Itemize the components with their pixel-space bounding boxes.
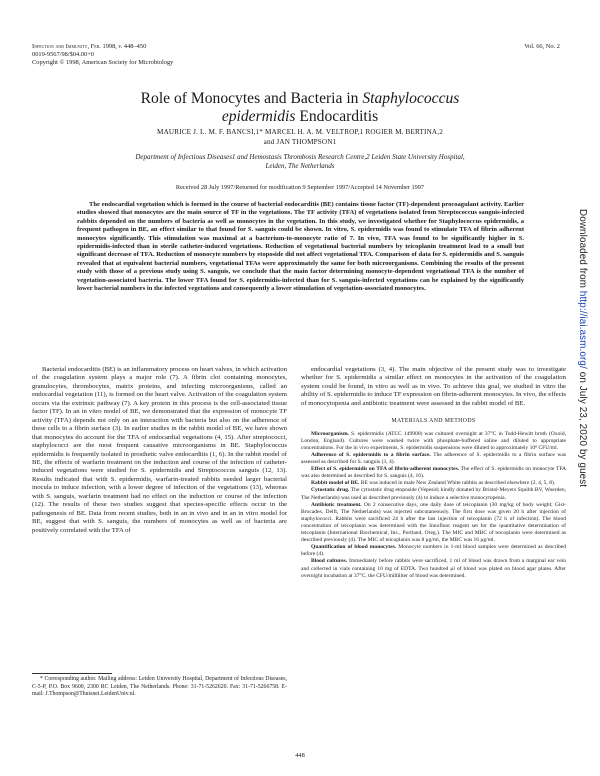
intro-paragraph-left: Bacterial endocarditis (BE) is an inflammatory process on heart valves, in which activation of the coagulation system plays a major role (7). A fibrin clot containing monocytes, granulocytes, thrombocytes, matrix proteins, and infecting microorganisms, called an endocardial vegetation (11), is formed on the heart valve. Activation of the coagulation system occurs via the extrinsic pathway (7). A key protein in this process is the cell-associated tissue factor (TF). In an in vitro model of BE, we demonstrated that the expression of monocyte TF activity (TFA) depends not only on an interaction with bacteria but also on the adherence of these cells to a fibrin surface (3). In earlier studies in the rabbit model of BE, we have shown that monocytes do account for the TFA of endocardial vegetations (4, 15). After streptococci, staphylococci are the most frequent causative microorganisms in BE. Staphylococcus epidermidis is frequently isolated in prosthetic valve endocarditis (1, 6). In the rabbit model of BE, the effects of warfarin treatment on the induction and course of the infection of catheter-induced vegetations were studied for S. epidermidis and Streptococcus sanguis (12, 13). Results indicated that with S. epidermidis, warfarin-treated rabbits needed larger bacterial inocula to induce infection, with a lower degree of infection of the vegetations (13), whereas with S. sanguis, warfarin treatment had no effect on the induction or course of the infection (12). The results of these two studies suggest that species-specific effects occur in the pathogenesis of BE. Data from recent studies, both in an in vivo and in an in vitro model for BE, suggest that with S. sanguis, the numbers of monocytes as well as of bacteria are positively correlated with the TFA of	[32, 366, 287, 534]
methods-paragraph	[301, 466, 566, 480]
copyright-line: Copyright © 1998, American Society for Microbiology	[32, 59, 174, 67]
methods-subheading: Cytostatic drug.	[311, 487, 350, 494]
methods-heading: MATERIALS AND METHODS	[391, 418, 476, 425]
issn-line: 0019-9567/98/$04.00+0	[32, 51, 95, 59]
journal-link[interactable]: http://iai.asm.org/	[577, 290, 588, 369]
authors-line1: MAURICE J. L. M. F. BANCSI,1* MARCEL H. A. M. VELTROP,1 ROGIER M. BERTINA,2	[157, 128, 443, 136]
abstract-text: The endocardial vegetation which is formed in the course of bacterial endocarditis (BE) contains tissue factor (TF)-dependent procoagulant activity. Earlier studies showed that monocytes are the main source of TF in the vegetations. The TF activity (TFA) of vegetations isolated from Streptococcus sanguis-infected rabbits depended on the numbers of bacteria as well as monocytes in the vegetation. In this study, we investigated whether for Staphylococcus epidermidis, a frequent pathogen in BE, an effect similar to that found for S. sanguis could be shown. In vitro, S. epidermidis was found to stimulate TFA of fibrin adherent monocytes significantly. This stimulation was maximal at a bacterium-to-monocyte ratio of 7. In vivo, TFA was found to be significantly higher in S. epidermidis-infected than in sterile catheter-induced vegetations. Reduction of vegetational bacterial numbers by teicoplanin treatment lead to a small but significant decrease of TFA. Reduction of monocyte numbers by etoposide did not affect vegetational TFA. Comparison of data for S. epidermidis and S. sanguis revealed that at equivalent bacterial numbers, vegetational TFAs were approximately the same for both microorganisms. Combining the results of the present study with those of a previous study using S. sanguis, we conclude that the main factor determining monocyte-dependent vegetational TFA is the number of vegetation-associated bacteria. The lower TFA found for S. epidermidis-infected than for S. sanguis-infected vegetations can be explained by the significantly lower bacterial numbers in the infected vegetations and consequently a lower stimulation of vegetation-associated monocytes.	[77, 201, 524, 293]
methods-paragraph	[301, 544, 566, 558]
affiliation-line2: Leiden, The Netherlands	[265, 162, 335, 171]
methods-subheading: Blood cultures.	[311, 558, 348, 565]
methods-text: The adherence of S. epidermidis to a fibrin surface was assessed as described for S. sanguis (3, 4).	[301, 452, 566, 466]
volume-line: Vol. 66, No. 2	[524, 43, 560, 50]
methods-text: BE was induced in male New Zealand White rabbits as described elsewhere (2, 4, 5, 8).	[359, 480, 556, 487]
footnote	[32, 676, 287, 699]
methods-text: On 2 consecutive days, one daily dose of teicoplanin (30 mg/kg of body weight; Gist-Brocades, Delft, The Netherlands) was injected subcutaneously. The first dose was given 20 h after injection of staphylococci. Rabbits were sacrificed 24 h after the last injection of teicoplanin (72 h of infection). The blood concentration of teicoplanin was determined with the Innofluor reagent set for the quantitative determination of teicoplanin (International Biochemical, Inc., Portland, Oreg.). The MIC and MBC of teicoplanin were determined as described previously (4). The MIC of teicoplanin was 8 μg/ml, the MBC was 16 μg/ml.	[301, 501, 566, 544]
methods-subheading: Adherence of S. epidermidis to a fibrin surface.	[311, 452, 431, 458]
methods-text: Immediately before rabbits were sacrificed, 1 ml of blood was drawn from a marginal ear vein and collected in vials containing 10 mg of EDTA. Two hundred μl of blood was plated on blood agar plates. After overnight incubation at 37°C, the CFU/milliliter of blood was determined.	[301, 558, 566, 579]
title-line1-plain: Role of Monocytes and Bacteria in	[140, 90, 363, 107]
methods-subheading: Quantification of blood monocytes.	[311, 544, 397, 551]
abstract	[77, 201, 524, 293]
download-watermark	[577, 209, 588, 487]
corresponding-author-note: * Corresponding author. Mailing address: Leiden University Hospital, Department of Infectious Diseases, C-5-P, P.O. Box 9600, 2300 RC Leiden, The Netherlands. Phone: 31-71-5262620. Fax: 31-71-5266758. E-mail: J.Thompson@Thuisnet.LeidenUniv.nl.	[32, 676, 287, 698]
authors-line2: and JAN THOMPSON1	[263, 137, 337, 146]
methods-paragraph	[301, 558, 566, 579]
methods-subheading: Effect of S. epidermidis on TFA of fibrin-adherent monocytes.	[311, 466, 460, 473]
left-column	[32, 366, 287, 535]
journal-line: Infection and Immunity, Feb. 1998, p. 448–450	[32, 43, 147, 50]
journal-header	[32, 43, 332, 68]
methods-text: The cytostatic drug etoposide (Vepesid; kindly donated by Bristol-Meyers Squibb BV, Woerden, The Netherlands) was used as described previously (4) to induce a selective monocytopenia.	[301, 487, 566, 501]
title-line1-italic: Staphylococcus	[362, 90, 460, 107]
methods-subheading: Antibiotic treatment.	[311, 501, 362, 508]
methods-text: S. epidermidis (ATCC 149900) was cultured overnight at 37°C in Todd-Hewitt broth (Oxoid, London, England). Cultures were washed twice with phosphate-buffered saline and diluted to appropriate concentrations. For the in vivo experiments, S. epidermidis suspensions were diluted to approximately 10⁸ CFU/ml.	[301, 430, 566, 451]
methods-text: Monocyte numbers in 1-ml blood samples were determined as described before (4).	[301, 544, 567, 558]
methods-text: The effect of S. epidermidis on monocyte TFA was also determined as described for S. sanguis (4, 16).	[301, 466, 566, 480]
watermark-prefix: Downloaded from	[577, 209, 588, 291]
methods-section	[301, 431, 566, 580]
methods-subheading: Rabbit model of BE.	[311, 480, 360, 487]
methods-paragraph	[301, 452, 566, 466]
author-list	[40, 128, 560, 147]
page-number: 448	[295, 752, 305, 759]
title-line2-plain: Endocarditis	[295, 108, 379, 125]
methods-paragraph	[301, 487, 566, 501]
intro-paragraph-right: endocardial vegetations (3, 4). The main objective of the present study was to investigate whether for S. epidermidis a similar effect on monocytes in the activation of the coagulation system could be found, in vitro as well as in vivo. To achieve this goal, we studied in vitro the ability of S. epidermidis to induce TF expression on fibrin-adherent monocytes. In vivo, the effects of monocytopenia and antibiotic treatment were assessed in the rabbit model of BE.	[301, 366, 566, 407]
affiliation	[40, 153, 560, 172]
methods-subheading: Microorganism.	[311, 430, 349, 437]
methods-paragraph	[301, 502, 566, 545]
received-dates: Received 28 July 1997/Returned for modification 9 September 1997/Accepted 14 November 1997	[175, 184, 425, 191]
watermark-suffix: on July 23, 2020 by guest	[577, 368, 588, 488]
right-column	[301, 366, 566, 580]
methods-paragraph	[301, 431, 566, 452]
title-line2-italic: epidermidis	[221, 108, 296, 125]
affiliation-line1: Department of Infectious Diseases1 and Hemostasis Thrombosis Research Centre,2 Leiden State University Hospital,	[135, 153, 465, 161]
footnote-divider	[32, 673, 112, 674]
article-title	[40, 90, 560, 126]
